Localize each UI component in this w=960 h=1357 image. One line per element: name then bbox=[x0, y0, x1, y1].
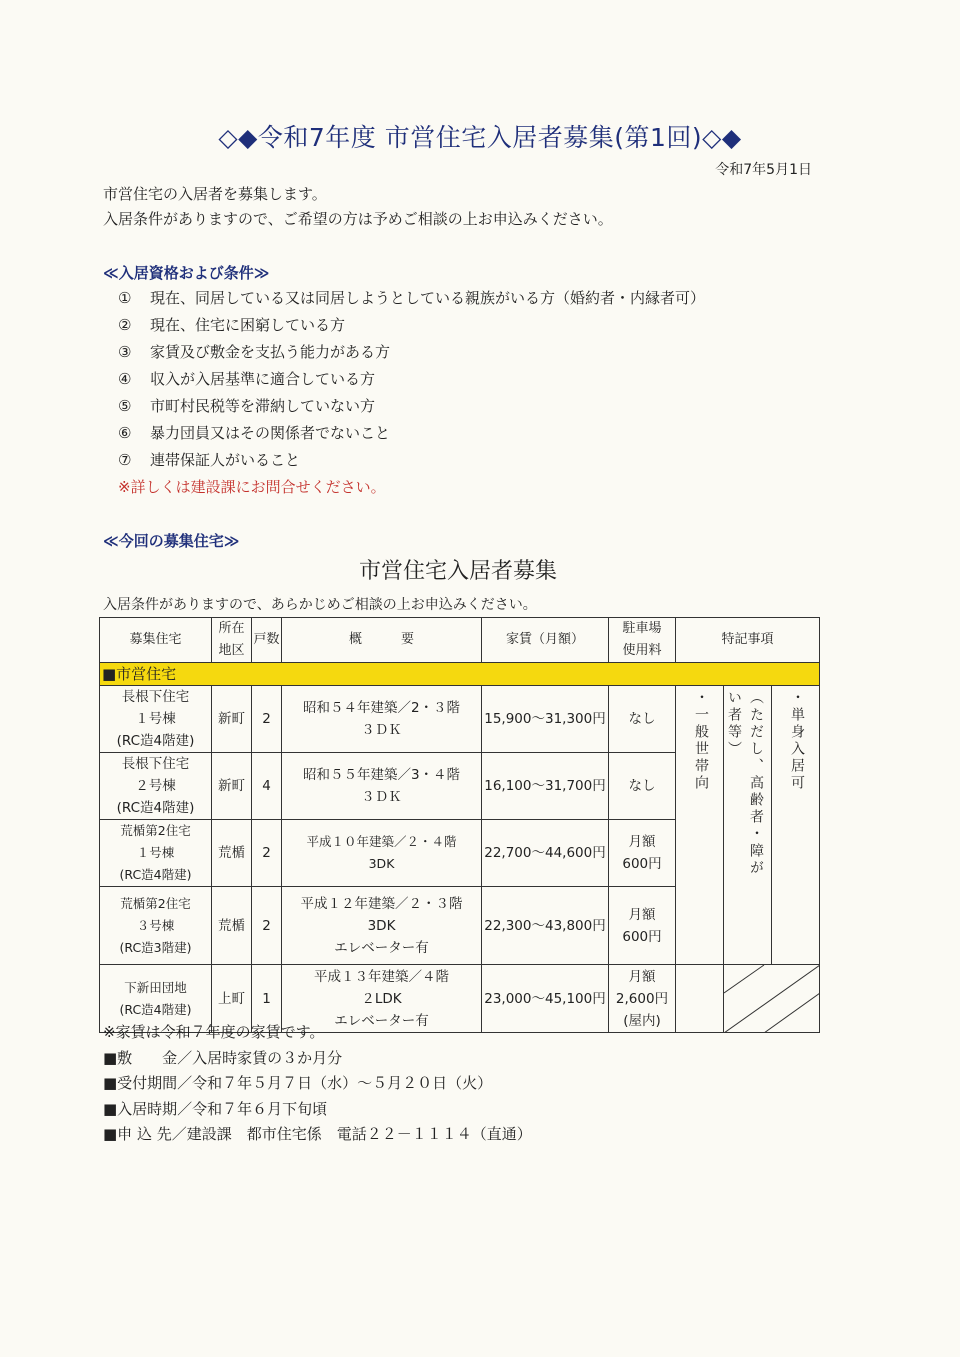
housing-summary: 平成１３年建築／４階 ２LDK エレベーター有 bbox=[282, 965, 482, 1033]
housing-units: 2 bbox=[252, 686, 282, 753]
col-header-summary: 概 要 bbox=[282, 618, 482, 663]
footer-line: ■敷 金／入居時家賃の３か月分 bbox=[103, 1048, 343, 1067]
housing-summary: 平成１０年建築／２・４階 3DK bbox=[282, 820, 482, 887]
footer-line: ■申 込 先／建設課 都市住宅係 電話２２－１１１４（直通） bbox=[103, 1125, 532, 1143]
table-row bbox=[100, 686, 820, 753]
housing-rent: 22,300～43,800円 bbox=[482, 887, 609, 965]
special-note-empty bbox=[676, 965, 724, 1033]
footer-line: ■受付期間／令和７年５月７日（水）～５月２０日（火） bbox=[103, 1074, 493, 1092]
table-subtitle: 入居条件がありますので、あらかじめご相談の上お申込みください。 bbox=[103, 597, 537, 613]
col-header-parking: 駐車場 使用料 bbox=[609, 618, 676, 663]
intro-line: 市営住宅の入居者を募集します。 bbox=[103, 185, 327, 203]
housing-name: 長根下住宅 ２号棟 (RC造4階建) bbox=[100, 753, 212, 820]
recruit-heading: ≪今回の募集住宅≫ bbox=[103, 532, 240, 550]
housing-summary: 平成１２年建築／２・３階 3DK エレベーター有 bbox=[282, 887, 482, 965]
conditions-heading: ≪入居資格および条件≫ bbox=[103, 264, 270, 282]
housing-rent: 15,900～31,300円 bbox=[482, 686, 609, 753]
housing-rent: 22,700～44,600円 bbox=[482, 820, 609, 887]
housing-name: 長根下住宅 １号棟 (RC造4階建) bbox=[100, 686, 212, 753]
list-item: ③ 家賃及び敷金を支払う能力がある方 bbox=[118, 343, 391, 361]
list-item: ⑦ 連帯保証人がいること bbox=[118, 451, 301, 469]
housing-area: 新町 bbox=[212, 753, 252, 820]
special-note-general: ・一般世帯向 bbox=[676, 686, 724, 965]
housing-summary: 昭和５５年建築／3・４階 ３ＤＫ bbox=[282, 753, 482, 820]
housing-parking: 月額 600円 bbox=[609, 820, 676, 887]
housing-rent: 23,000～45,100円 bbox=[482, 965, 609, 1033]
footer-line: ■入居時期／令和７年６月下旬頃 bbox=[103, 1099, 328, 1118]
housing-area: 新町 bbox=[212, 686, 252, 753]
housing-table bbox=[99, 617, 820, 1033]
col-header-notes: 特記事項 bbox=[676, 618, 820, 663]
intro-line: 入居条件がありますので、ご希望の方は予めご相談の上お申込みください。 bbox=[103, 210, 613, 228]
list-item: ② 現在、住宅に困窮している方 bbox=[118, 316, 346, 334]
hatch-lines bbox=[724, 965, 820, 1033]
housing-name: 荒楯第2住宅 ３号棟 (RC造3階建) bbox=[100, 887, 212, 965]
housing-parking: 月額 600円 bbox=[609, 887, 676, 965]
housing-units: 1 bbox=[252, 965, 282, 1033]
housing-parking: 月額 2,600円 (屋内) bbox=[609, 965, 676, 1033]
list-item: ⑤ 市町村民税等を滞納していない方 bbox=[118, 397, 376, 415]
col-header-area: 所在 地区 bbox=[212, 618, 252, 663]
table-header-row bbox=[100, 618, 820, 663]
special-note-single: い者等） （ただし、高齢者・障が bbox=[724, 686, 772, 965]
special-note-single-allowed: ・単身入居可 bbox=[772, 686, 820, 965]
housing-parking: なし bbox=[609, 753, 676, 820]
col-header-units: 戸数 bbox=[252, 618, 282, 663]
housing-name: 下新田団地 (RC造4階建) bbox=[100, 965, 212, 1033]
housing-rent: 16,100～31,700円 bbox=[482, 753, 609, 820]
footer-line: ※家賃は令和７年度の家賃です。 bbox=[103, 1023, 325, 1041]
conditions-list bbox=[118, 287, 705, 476]
intro-text bbox=[103, 182, 613, 232]
housing-area: 上町 bbox=[212, 965, 252, 1033]
list-item: ⑥ 暴力団員又はその関係者でないこと bbox=[118, 424, 391, 442]
housing-units: 4 bbox=[252, 753, 282, 820]
issue-date: 令和7年5月1日 bbox=[715, 162, 812, 178]
list-item: ① 現在、同居している又は同居しようとしている親族がいる方（婚約者・内縁者可） bbox=[118, 289, 706, 307]
col-header-name: 募集住宅 bbox=[100, 618, 212, 663]
section-row bbox=[100, 663, 820, 686]
housing-name: 荒楯第2住宅 １号棟 (RC造4階建) bbox=[100, 820, 212, 887]
col-header-rent: 家賃（月額） bbox=[482, 618, 609, 663]
page-title: ◇◆令和7年度 市営住宅入居者募集(第1回)◇◆ bbox=[218, 123, 742, 152]
housing-units: 2 bbox=[252, 820, 282, 887]
housing-summary: 昭和５４年建築／2・３階 ３ＤＫ bbox=[282, 686, 482, 753]
table-title: 市営住宅入居者募集 bbox=[358, 559, 557, 584]
section-label: ■市営住宅 bbox=[100, 663, 820, 686]
footer-notes bbox=[103, 1020, 532, 1148]
housing-area: 荒楯 bbox=[212, 820, 252, 887]
special-note-hatched bbox=[724, 965, 820, 1033]
list-item: ④ 収入が入居基準に適合している方 bbox=[118, 370, 376, 388]
housing-units: 2 bbox=[252, 887, 282, 965]
housing-area: 荒楯 bbox=[212, 887, 252, 965]
conditions-note: ※詳しくは建設課にお問合せください。 bbox=[118, 478, 386, 496]
housing-parking: なし bbox=[609, 686, 676, 753]
